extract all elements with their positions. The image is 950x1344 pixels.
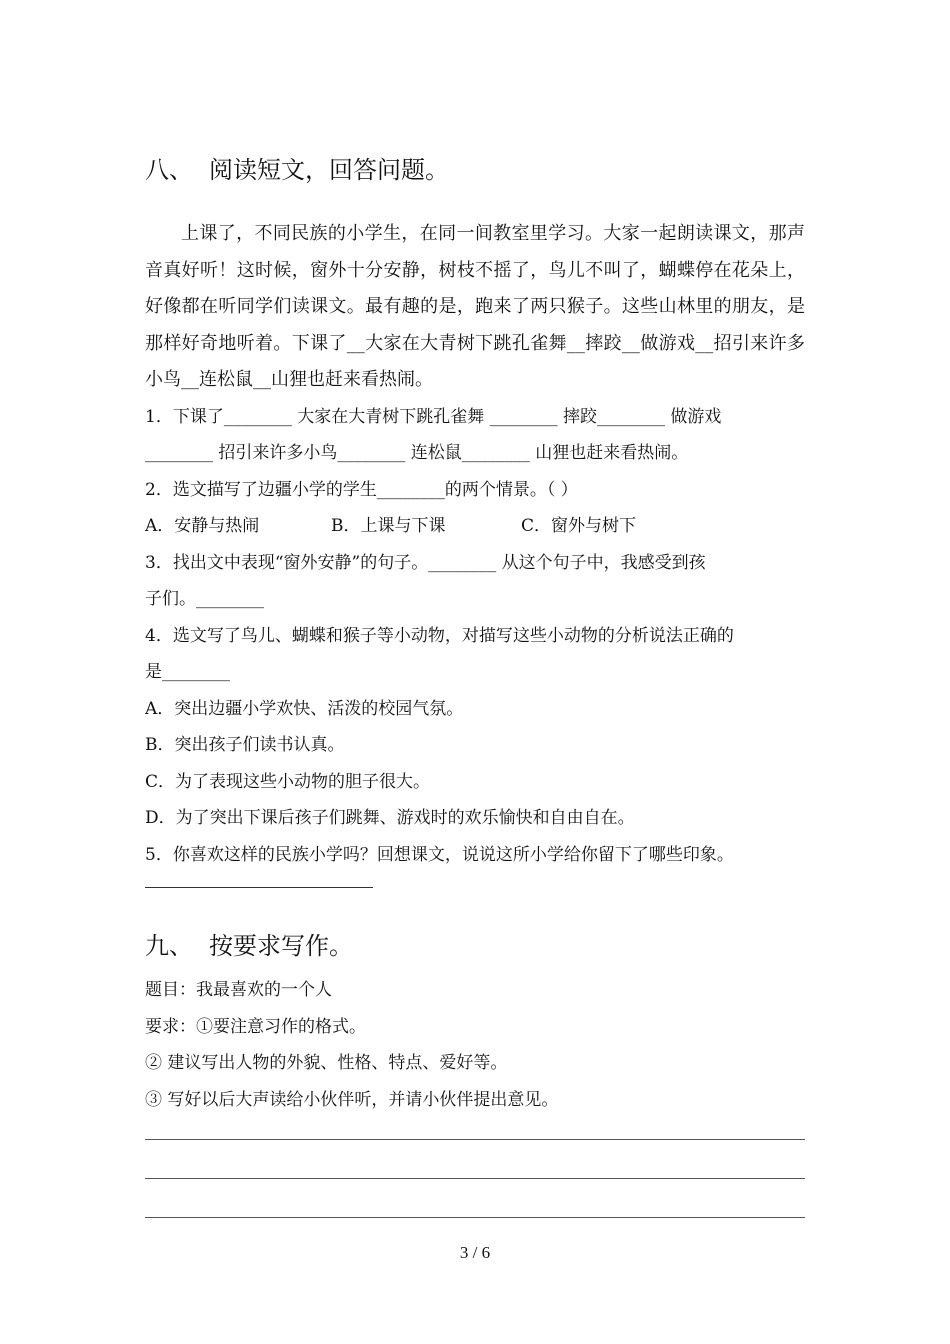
question-2-option-c: C．窗外与树下 (521, 516, 637, 536)
question-1-line-1: 1．下课了________ 大家在大青树下跳孔雀舞 ________ 摔跤________ 做游戏 (145, 406, 722, 427)
question-2-option-b: B．上课与下课 (331, 516, 446, 536)
question-4-option-a: A．突出边疆小学欢快、活泼的校园气氛。 (145, 698, 464, 719)
section-8-number: 八、 (145, 156, 193, 184)
question-4-option-d: D．为了突出下课后孩子们跳舞、游戏时的欢乐愉快和自由自在。 (145, 808, 635, 828)
question-3-line-1: 3．找出文中表现“窗外安静”的句子。________ 从这个句子中，我感受到孩 (145, 552, 706, 573)
question-2: 2．选文描写了边疆小学的学生________的两个情景。（ ） (145, 479, 578, 500)
question-2-options (145, 508, 805, 545)
question-4-line-2: 是________ (145, 662, 230, 682)
section-9-heading (145, 926, 805, 966)
question-2-option-a: A．安静与热闹 (145, 516, 260, 536)
question-5-answer-line[interactable] (145, 873, 373, 888)
writing-requirement-2: ② 建议写出人物的外貌、性格、特点、爱好等。 (145, 1053, 508, 1073)
question-3-line-2: 子们。________ (145, 589, 264, 609)
question-4-line-1: 4．选文写了鸟儿、蝴蝶和猴子等小动物，对描写这些小动物的分析说法正确的 (145, 625, 734, 646)
page-content (145, 150, 805, 1218)
section-8-heading (145, 150, 805, 190)
question-4-option-b: B．突出孩子们读书认真。 (145, 735, 345, 755)
question-4-option-c: C．为了表现这些小动物的胆子很大。 (145, 771, 431, 792)
section-9-title: 按要求写作。 (209, 932, 353, 960)
question-5: 5．你喜欢这样的民族小学吗？回想课文，说说这所小学给你留下了哪些印象。 (145, 844, 734, 865)
writing-requirement-3: ③ 写好以后大声读给小伙伴听，并请小伙伴提出意见。 (145, 1089, 559, 1110)
section-8-title: 阅读短文，回答问题。 (209, 156, 449, 184)
writing-line[interactable] (145, 1177, 805, 1179)
writing-line[interactable] (145, 1216, 805, 1218)
writing-topic: 题目：我最喜欢的一个人 (145, 980, 332, 1000)
question-1-line-2: ________ 招引来许多小鸟________ 连松鼠________ 山狸也赶来看热闹。 (145, 443, 689, 463)
reading-passage: 上课了，不同民族的小学生，在同一间教室里学习。大家一起朗读课文，那声音真好听！这时候，窗外十分安静，树枝不摇了，鸟儿不叫了，蝴蝶停在花朵上，好像都在听同学们读课文。最有趣的是，跑来了两只猴子。这些山林里的朋友，是那样好奇地听着。下课了__大家在大青树下跳孔雀舞__摔跤__做游戏__招引来许多小鸟__连松鼠__山狸也赶来看热闹。 (145, 223, 805, 390)
section-9-number: 九、 (145, 932, 193, 960)
writing-line[interactable] (145, 1138, 805, 1140)
writing-requirement-1: 要求：①要注意习作的格式。 (145, 1016, 366, 1037)
page-number: 3 / 6 (459, 1243, 491, 1262)
